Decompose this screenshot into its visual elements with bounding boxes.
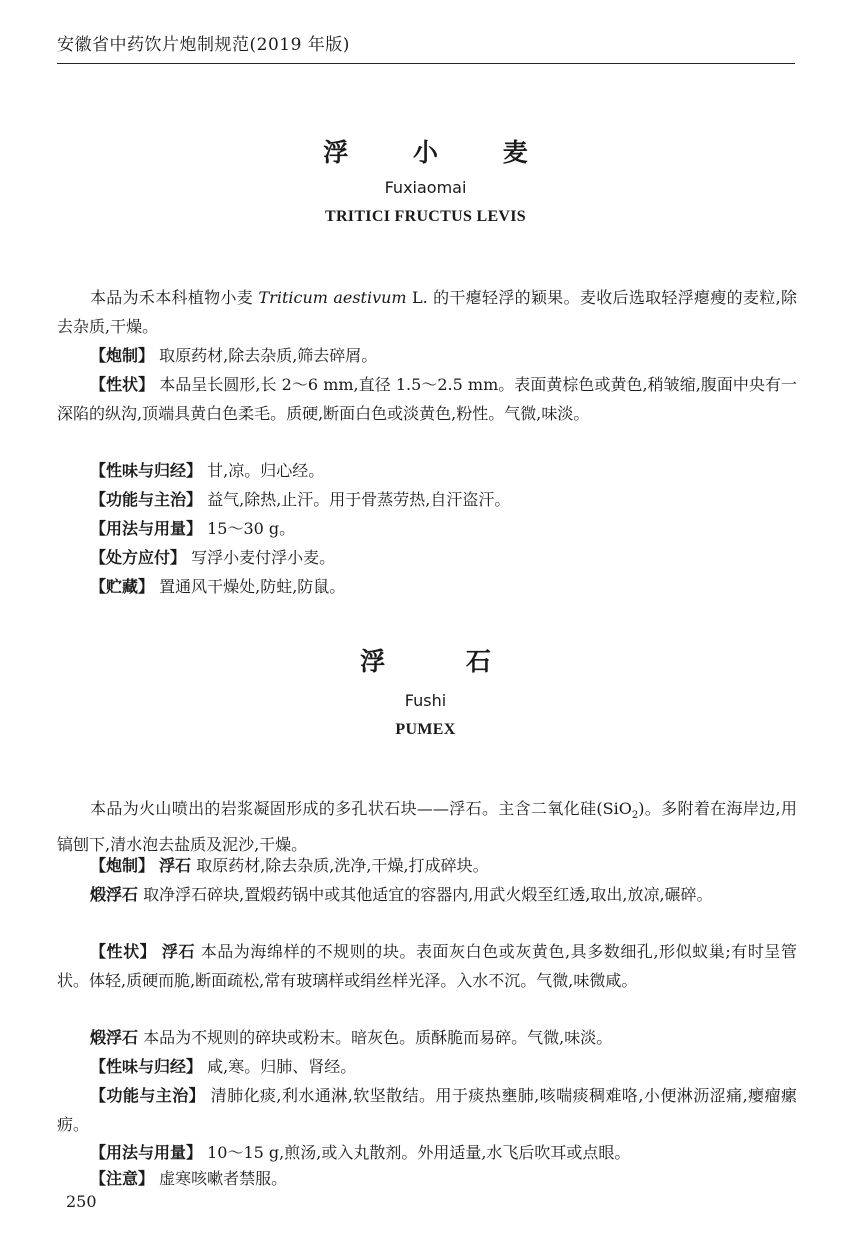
entry1-dosage [57, 514, 797, 543]
entry1-characters-text: 本品呈长圆形,长 2～6 mm,直径 1.5～2.5 mm。表面黄棕色或黄色,稍皱缩,腹面中央有一深陷的纵沟,顶端具黄白色柔毛。质硬,断面白色或淡黄色,粉性。气微,味淡。 [57, 375, 797, 423]
entry1-nature [57, 456, 797, 485]
entry2-intro-b: )。多附着在海岸边,用镐刨下,清水泡去盐质及泥沙,干燥。 [57, 799, 797, 855]
entry2-dosage [57, 1138, 797, 1167]
entry1-intro [57, 283, 797, 341]
entry1-storage-label: 【贮藏】 [90, 577, 155, 596]
entry2-processing-sub: 浮石 [159, 856, 192, 875]
entry2-nature [57, 1052, 797, 1081]
entry1-storage [57, 572, 797, 601]
entry2-pinyin: Fushi [404, 691, 447, 710]
entry2-processing [57, 851, 797, 880]
entry1-processing [57, 341, 797, 370]
entry2-calcined-characters [57, 1023, 797, 1052]
entry2-calcined [57, 880, 797, 909]
entry1-species: Triticum aestivum [258, 288, 407, 307]
entry1-function-text: 益气,除热,止汗。用于骨蒸劳热,自汗盗汗。 [207, 490, 511, 509]
entry1-storage-text: 置通风干燥处,防蛀,防鼠。 [159, 577, 346, 596]
entry2-calcined-text: 取净浮石碎块,置煅药锅中或其他适宜的容器内,用武火煅至红透,取出,放凉,碾碎。 [143, 885, 713, 904]
running-header: 安徽省中药饮片炮制规范(2019 年版) [57, 35, 350, 55]
entry1-prescription [57, 543, 797, 572]
entry1-prescription-text: 写浮小麦付浮小麦。 [191, 548, 336, 567]
entry2-nature-text: 咸,寒。归肺、肾经。 [207, 1057, 357, 1076]
entry1-processing-label: 【炮制】 [90, 346, 155, 365]
entry2-dosage-label: 【用法与用量】 [90, 1143, 203, 1162]
entry1-characters [57, 370, 797, 428]
entry2-function [57, 1081, 797, 1139]
entry2-calcined-char-text: 本品为不规则的碎块或粉末。暗灰色。质酥脆而易碎。气微,味淡。 [143, 1028, 613, 1047]
entry2-function-label: 【功能与主治】 [90, 1086, 206, 1105]
entry2-characters-label: 【性状】 [90, 942, 157, 961]
entry1-pinyin: Fuxiaomai [384, 178, 467, 197]
entry2-title-text: 浮 石 [360, 647, 527, 676]
entry1-intro-a: 本品为禾本科植物小麦 [90, 288, 259, 307]
entry2-characters [57, 937, 797, 995]
entry2-processing-text: 取原药材,除去杂质,洗净,干燥,打成碎块。 [196, 856, 489, 875]
entry2-nature-label: 【性味与归经】 [90, 1057, 203, 1076]
entry2-title-wrap [0, 642, 851, 678]
entry1-intro-b: L. 的干瘪轻浮的颖果。麦收后选取轻浮瘪瘦的麦粒,除去杂质,干燥。 [57, 288, 797, 336]
entry1-function-label: 【功能与主治】 [90, 490, 203, 509]
entry2-intro-subscript: 2 [631, 810, 639, 822]
entry1-dosage-text: 15～30 g。 [207, 519, 296, 538]
entry2-caution [57, 1164, 797, 1193]
entry1-characters-label: 【性状】 [90, 375, 155, 394]
entry1-prescription-label: 【处方应付】 [90, 548, 187, 567]
entry2-function-text: 清肺化痰,利水通淋,软坚散结。用于痰热壅肺,咳喘痰稠难咯,小便淋沥涩痛,瘿瘤瘰疬。 [57, 1086, 797, 1134]
entry2-intro [57, 794, 797, 859]
entry1-dosage-label: 【用法与用量】 [90, 519, 203, 538]
entry2-dosage-text: 10～15 g,煎汤,或入丸散剂。外用适量,水飞后吹耳或点眼。 [207, 1143, 631, 1162]
entry1-processing-text: 取原药材,除去杂质,筛去碎屑。 [159, 346, 378, 365]
entry1-nature-text: 甘,凉。归心经。 [207, 461, 325, 480]
entry1-nature-label: 【性味与归经】 [90, 461, 203, 480]
entry1-title-wrap [0, 133, 851, 169]
page-number: 250 [66, 1192, 97, 1211]
entry2-calcined-label: 煅浮石 [90, 885, 139, 904]
entry2-intro-a: 本品为火山喷出的岩浆凝固形成的多孔状石块——浮石。主含二氧化硅(SiO [90, 799, 632, 818]
entry2-characters-text: 本品为海绵样的不规则的块。表面灰白色或灰黄色,具多数细孔,形似蚁巢;有时呈管状。体轻,质硬而脆,断面疏松,常有玻璃样或绢丝样光泽。入水不沉。气微,味微咸。 [57, 942, 797, 990]
entry1-latin-name: TRITICI FRUCTUS LEVIS [324, 208, 527, 225]
entry1-title-text: 浮 小 麦 [323, 138, 556, 167]
entry2-caution-label: 【注意】 [90, 1169, 155, 1188]
entry1-function [57, 485, 797, 514]
entry2-characters-sub: 浮石 [161, 942, 196, 961]
entry2-calcined-char-label: 煅浮石 [90, 1028, 139, 1047]
entry2-caution-text: 虚寒咳嗽者禁服。 [159, 1169, 288, 1188]
header-rule [57, 63, 795, 64]
entry2-processing-label: 【炮制】 [90, 856, 155, 875]
entry2-latin-name: PUMEX [395, 721, 456, 738]
